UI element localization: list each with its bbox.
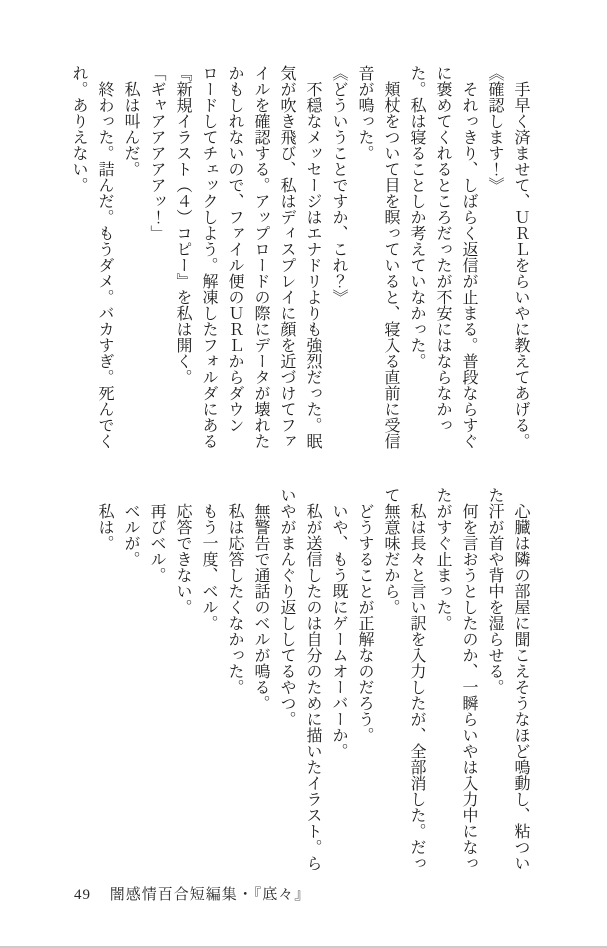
paragraph: 不穏なメッセージはエナドリよりも強烈だった。眠気が吹き飛び、私はディスプレイに顔を近づけてファイルを確認する。アップロードの際にデータが壊れたかもしれないので、ファイル便のＵＲＬからダウンロードしてチェックしよう。解凍したフォルダにある『新規イラスト（４）コピー』を私は開く。 [174, 65, 321, 449]
paragraph: 何を言おうとしたのか、一瞬らいやは入力中になったがすぐ止まった。 [434, 487, 477, 871]
paragraph: 私は。 [96, 503, 113, 551]
paragraph: 《確認します！》 [486, 65, 503, 193]
paragraph: 無警告で通話のベルが鳴る。 [252, 503, 269, 711]
paragraph: 再びベル。 [148, 503, 165, 583]
paragraph: 「ギャアアアアアッ！」 [148, 65, 165, 241]
paragraph: 私が送信したのは自分のために描いたイラスト。らいやがまんぐり返ししてるやつ。 [278, 487, 321, 871]
paragraph: 私は長々と言い訳を入力したが、全部消した。だって無意味だから。 [382, 487, 425, 871]
upper-text-block [65, 65, 533, 449]
page-footer [74, 883, 310, 904]
paragraph: 心臓は隣の部屋に聞こえそうなほど鳴動し、粘ついた汗が首や背中を湿らせる。 [486, 487, 529, 871]
running-title: 闇感情百合短編集・『底々』 [109, 887, 311, 903]
page-number: 49 [74, 887, 91, 903]
paragraph: 手早く済ませて、ＵＲＬをらいやに教えてあげる。 [512, 81, 529, 449]
paragraph: 頬杖をついて目を瞑っていると、寝入る直前に受信音が鳴った。 [356, 65, 399, 449]
paragraph: それっきり、しばらく返信が止まる。普段ならすぐに褒めてくれるところだったが不安にはならなかった。私は寝ることしか考えていなかった。 [408, 65, 477, 449]
paragraph: どうすることが正解なのだろう。 [356, 503, 373, 743]
paragraph: もう一度、ベル。 [200, 503, 217, 631]
paragraph: ベルが。 [122, 503, 139, 567]
paragraph: 私は叫んだ。 [122, 81, 139, 177]
lower-text-block [91, 487, 533, 871]
paragraph: いや、もう既にゲームオーバーか。 [330, 503, 347, 759]
paragraph: 私は応答したくなかった。 [226, 503, 243, 695]
paragraph: 応答できない。 [174, 503, 191, 615]
paragraph: 終わった。詰んだ。もうダメ。バカすぎ。死んでくれ。ありえない。 [70, 65, 113, 449]
paragraph: 《どういうことですか、これ？》 [330, 65, 347, 305]
